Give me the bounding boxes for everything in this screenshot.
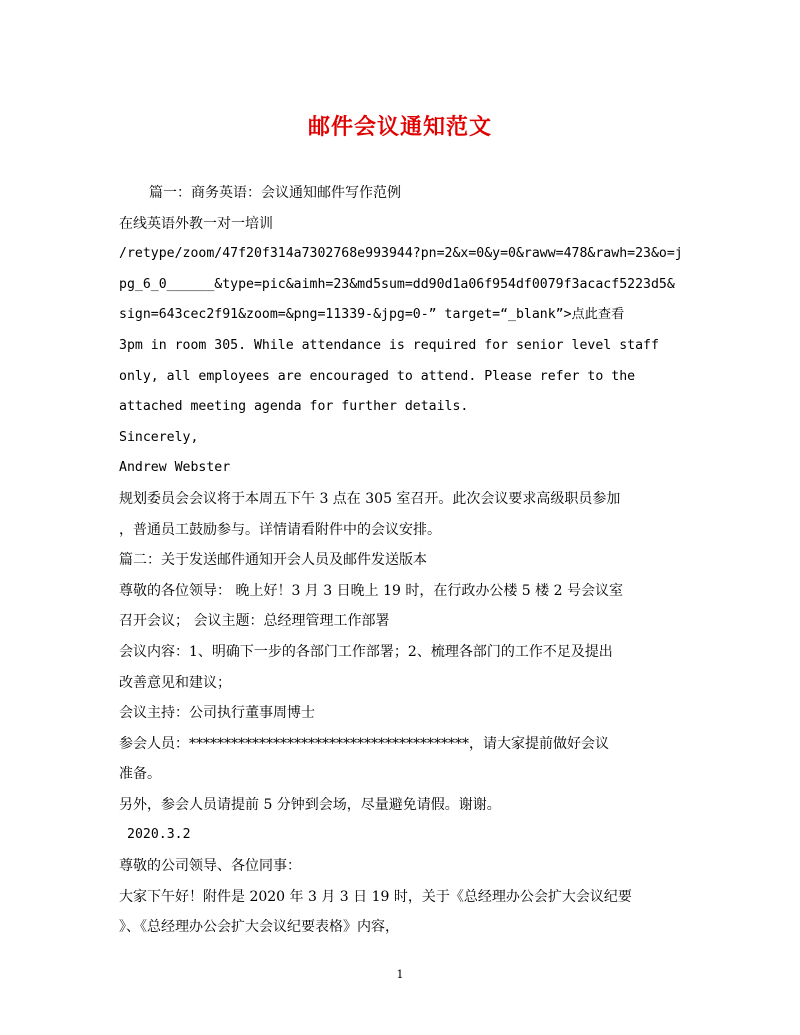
text-line: /retype/zoom/47f20f314a7302768e993944?pn=2&x=0&y=0&raww=478&rawh=23&o=j <box>119 246 683 262</box>
text-line: 参会人员：****************************************，请大家提前做好会议 <box>119 735 609 752</box>
date-line: 2020.3.2 <box>127 827 191 843</box>
text-line: 》、《总经理办公会扩大会议纪要表格》内容， <box>119 919 399 936</box>
text-line: 3pm in room 305. While attendance is required for senior level staff <box>119 337 659 353</box>
text-line: attached meeting agenda for further details. <box>119 399 469 415</box>
text-line: Sincerely, <box>119 429 199 445</box>
text-line: only, all employees are encouraged to attend. Please refer to the <box>119 368 636 384</box>
text-line: 尊敬的各位领导： 晚上好！3 月 3 日晚上 19 时，在行政办公楼 5 楼 2 号会议室 <box>119 582 623 599</box>
page-number: 1 <box>396 968 404 981</box>
text-line: 大家下午好！附件是 2020 年 3 月 3 日 19 时，关于《总经理办公会扩大会议纪要 <box>119 888 632 905</box>
text-line: 召开会议； 会议主题：总经理管理工作部署 <box>119 613 390 630</box>
section-heading: 篇二：关于发送邮件通知开会人员及邮件发送版本 <box>119 552 427 569</box>
text-line: 会议内容：1、明确下一步的各部门工作部署；2、梳理各部门的工作不足及提出 <box>119 643 613 660</box>
text-line: 会议主持：公司执行董事周博士 <box>119 705 315 722</box>
document-body <box>119 178 684 943</box>
text-line: 在线英语外教一对一培训 <box>119 215 273 232</box>
text-line: sign=643cec2f91&zoom=&png=11339-&jpg=0-” target=“_blank”>点此查看 <box>119 307 625 323</box>
text-line: 规划委员会会议将于本周五下午 3 点在 305 室召开。此次会议要求高级职员参加 <box>119 490 621 507</box>
text-line: 另外，参会人员请提前 5 分钟到会场，尽量避免请假。谢谢。 <box>119 796 501 813</box>
text-line: 准备。 <box>119 766 161 783</box>
text-line: Andrew Webster <box>119 460 231 476</box>
document-title: 邮件会议通知范文 <box>307 114 492 140</box>
text-line: 尊敬的公司领导、各位同事： <box>119 858 301 875</box>
text-line: 改善意见和建议； <box>119 674 231 691</box>
text-line: pg_6_0______&type=pic&aimh=23&md5sum=dd90d1a06f954df0079f3acacf5223d5& <box>119 276 675 292</box>
section-heading: 篇一：商务英语：会议通知邮件写作范例 <box>149 185 401 201</box>
text-line: ，普通员工鼓励参与。详情请看附件中的会议安排。 <box>119 521 441 538</box>
